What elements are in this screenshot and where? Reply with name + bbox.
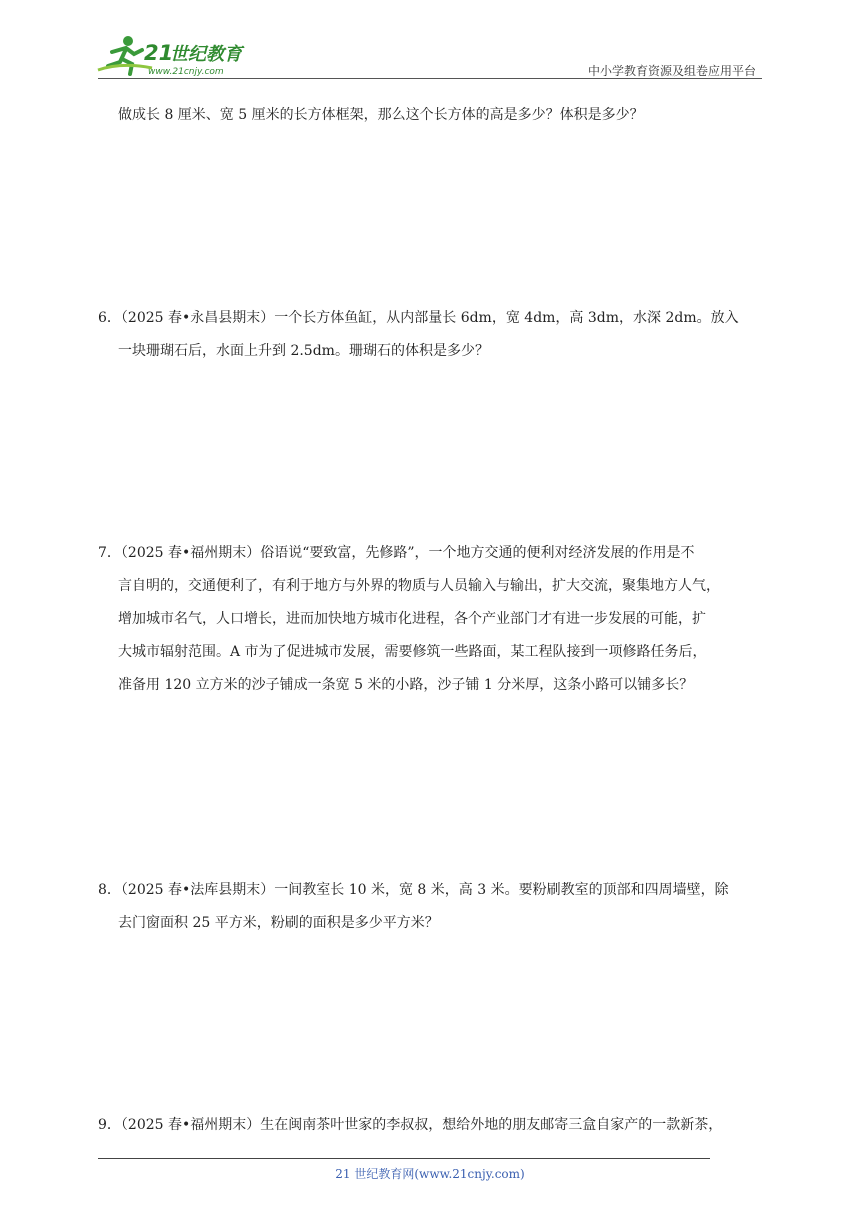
- logo: [92, 32, 262, 78]
- page-header: [0, 0, 860, 82]
- footer-link[interactable]: 21 世纪教育网(www.21cnjy.com): [335, 1167, 525, 1181]
- question-7-line-3: 增加城市名气，人口增长，进而加快地方城市化进程，各个产业部门才有进一步发展的可能，扩: [118, 611, 706, 627]
- question-7-line-4: 大城市辐射范围。A 市为了促进城市发展，需要修筑一些路面，某工程队接到一项修路任务后，: [118, 644, 707, 660]
- question-7-line-1: 7．（2025 春•福州期末）俗语说“要致富，先修路”，一个地方交通的便利对经济发展的作用是不: [98, 545, 695, 561]
- question-7-line-5: 准备用 120 立方米的沙子铺成一条宽 5 米的小路，沙子铺 1 分米厚，这条小路可以铺多长？: [118, 677, 694, 693]
- question-8-line-1: 8．（2025 春•法库县期末）一间教室长 10 米，宽 8 米，高 3 米。要粉刷教室的顶部和四周墙壁，除: [98, 882, 729, 898]
- continuation-text: 做成长 8 厘米、宽 5 厘米的长方体框架，那么这个长方体的高是多少？体积是多少？: [118, 107, 644, 123]
- svg-text:世纪教育: 世纪教育: [170, 44, 242, 65]
- svg-text:www.21cnjy.com: www.21cnjy.com: [148, 67, 224, 77]
- header-divider: [98, 78, 762, 79]
- question-6-line-1: 6．（2025 春•永昌县期末）一个长方体鱼缸，从内部量长 6dm，宽 4dm，高 3dm，水深 2dm。放入: [98, 310, 739, 326]
- question-6-line-2: 一块珊瑚石后，水面上升到 2.5dm。珊瑚石的体积是多少？: [118, 343, 489, 359]
- platform-title: 中小学教育资源及组卷应用平台: [587, 64, 756, 78]
- question-8-line-2: 去门窗面积 25 平方米，粉刷的面积是多少平方米？: [118, 915, 439, 931]
- runner-logo-icon: [92, 32, 262, 78]
- question-7-line-2: 言自明的，交通便利了，有利于地方与外界的物质与人员输入与输出，扩大交流，聚集地方人气，: [118, 578, 720, 594]
- footer-divider: [98, 1158, 710, 1159]
- svg-text:21: 21: [144, 41, 174, 65]
- question-9-line-1: 9．（2025 春•福州期末）生在闽南茶叶世家的李叔叔，想给外地的朋友邮寄三盒自家产的一款新茶，: [98, 1117, 723, 1133]
